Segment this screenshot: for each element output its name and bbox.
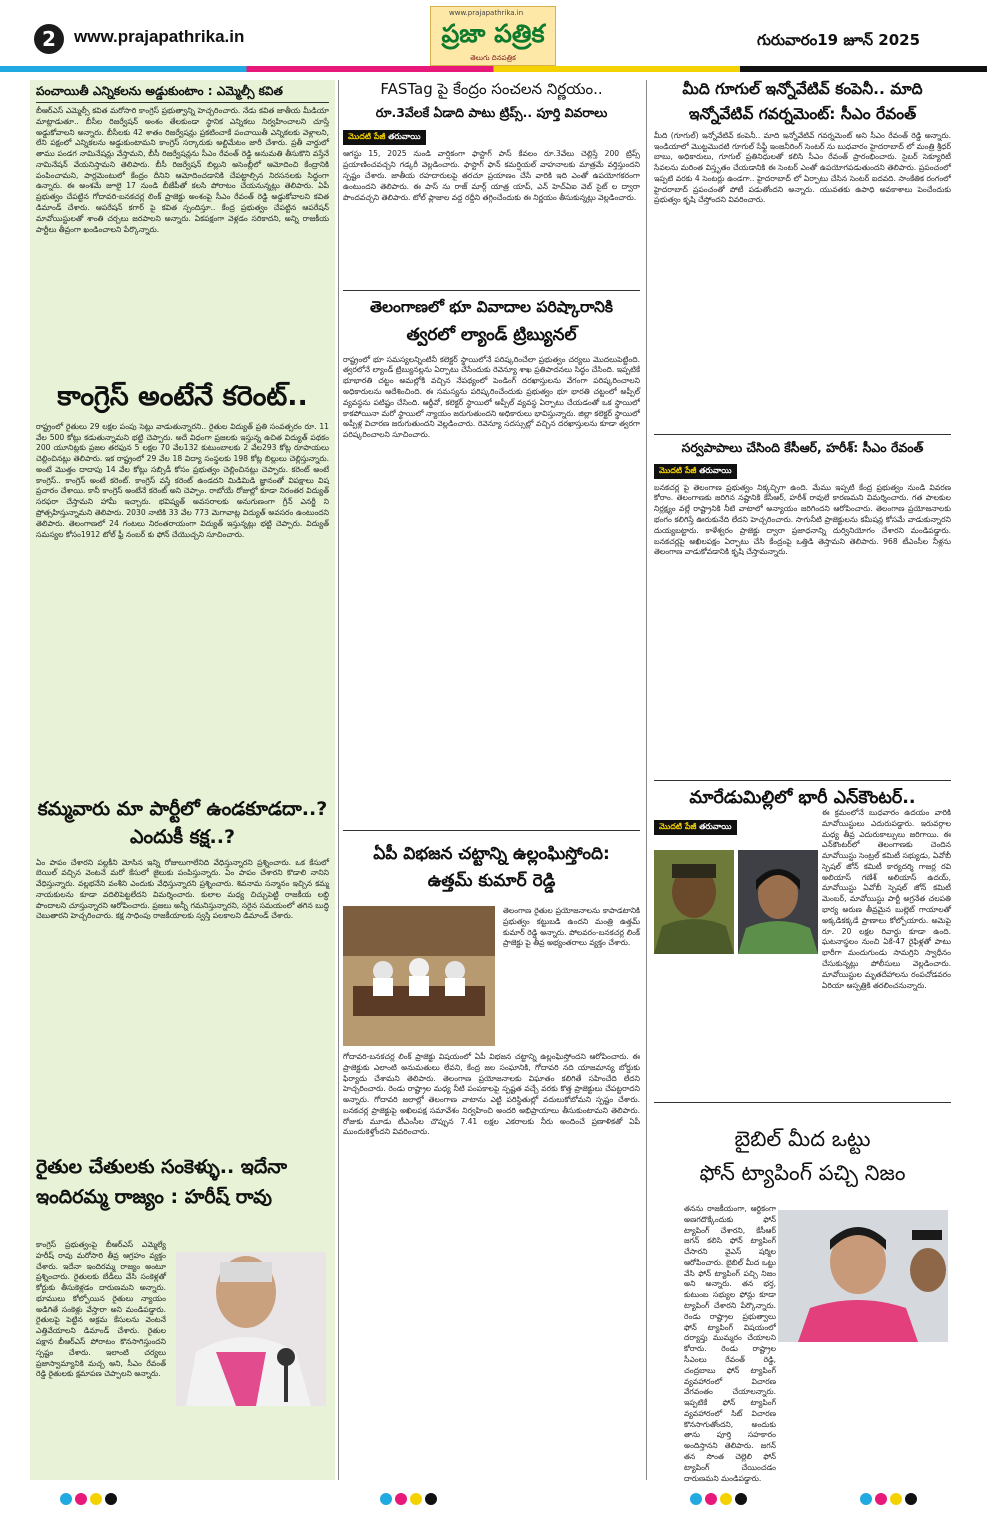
headline: కాంగ్రెస్ అంటేనే కరెంట్.. — [57, 381, 308, 412]
headline: ఏపీ విభజన చట్టాన్ని ఉల్లంఘిస్తోంది: — [373, 844, 610, 864]
article-body: కాంగ్రెస్ ప్రభుత్వంపై బీఆర్ఎస్ ఎమ్మెల్యే హరీష్ రావు మరోసారి తీవ్ర ఆగ్రహం వ్యక్తం చేశారు. ఇదేనా ఇందిరమ్మ రాజ్యం అంటూ ప్రశ్నించారు. రైతులకు బేడీలు వేసి సంకెళ్లతో కోర్టుకు తీసుకెళ్లడం దారుణమని అన్నారు. భూములు కోల్పోయిన రైతులు న్యాయం అడిగితే సంకెళ్లు వేస్తారా అని మండిపడ్డారు. రైతులపై పెట్టిన అక్రమ కేసులను వెంటనే ఎత్తివేయాలని డిమాండ్ చేశారు. రైతుల పక్షాన బీఆర్ఎస్ పోరాటం కొనసాగిస్తుందని స్పష్టం చేశారు. ఇలాంటి చర్యలు ప్రజాస్వామ్యానికి మచ్చ అని, సీఎం రేవంత్ రెడ్డి రైతులకు క్షమాపణ చెప్పాలని అన్నారు. — [36, 1240, 166, 1379]
masthead-url: www.prajapathrika.in — [449, 9, 524, 17]
headline: కమ్మవారు మా పార్టీలో ఉండకూడదా..? — [37, 798, 328, 820]
headline-sub: ఇందిరమ్మ రాజ్యం : హరీష్ రావు — [36, 1185, 272, 1208]
badge-label: మొదటి పేజీ — [348, 132, 386, 142]
article-encounter — [654, 788, 951, 990]
headline: పంచాయితీ ఎన్నికలను అడ్డుకుంటాం : ఎమ్మెల్సీ కవిత — [36, 84, 283, 98]
page-number: 2 — [34, 24, 64, 54]
article-body: తనను రాజకీయంగా, ఆర్థికంగా అణగదొక్కేందుకు ఫోన్ ట్యాపింగ్ చేశారని, కేసీఆర్ జగన్ కలిసి ఫోన్ ట్యాపింగ్ చేసారని వైఎస్ షర్మిల ఆరోపించారు. బైబిల్ మీద ఒట్టు వేసి ఫోన్ ట్యాపింగ్ పచ్చి నిజం అని అన్నారు. తన భర్త, కుటుంబ సభ్యుల ఫోన్లు కూడా ట్యాపింగ్ చేశారని పేర్కొన్నారు. రెండు రాష్ట్రాల ప్రభుత్వాలు ఫోన్ ట్యాపింగ్ విషయంలో దర్యాప్తు ముమ్మరం చేయాలని కోరారు. రెండు రాష్ట్రాల సీఎంలు రేవంత్ రెడ్డి, చంద్రబాబు ఫోన్ ట్యాపింగ్ వ్యవహారంలో విచారణ వేగవంతం చేయాలన్నారు. ఇప్పటికే ఫోన్ ట్యాపింగ్ వ్యవహారంలో సిట్ విచారణ కొనసాగుతోందని, అందుకు తాను పూర్తి సహకారం అందిస్తానని తెలిపారు. జగన్ తన సొంత చెల్లెలి ఫోన్ ట్యాపింగ్ చేయించడం దారుణమని మండిపడ్డారు. — [684, 1204, 776, 1483]
headline-sub: ఎందుకీ కక్ష..? — [130, 825, 235, 848]
article-body: రాష్ట్రంలో రైతులు 29 లక్షల పంపు సెట్లు వాడుతున్నారని.. రైతుల విద్యుత్ ప్రతి సంవత్సరం రూ. 11 వేల 500 కోట్లు కడుతున్నామని భట్టి చెప్పారు. అదే విధంగా ప్రజలకు ఇస్తున్న ఉచిత విద్యుత్ పథకం 200 యూనిట్లకు ప్రజల తరఫున 5 లక్షల 70 వేల132 కుటుంబాలకు 2 వేల293 కోట్ల రూపాయలు చెల్లించినట్లు తెలిపారు. ఇక రాష్ట్రంలో 29 వేల 18 విద్యా సంస్థలకు 198 కోట్ల బిల్లులు చెల్లిస్తున్నారు. అంటే మొత్తం దాదాపు 14 వేల కోట్లు సబ్సిడీ కోసం ప్రభుత్వం చెల్లించినట్లు చెప్పారు. కరెంట్ అంటే కాంగ్రెస్.. కాంగ్రెస్ అంటే కరెంట్. కాంగ్రెస్ వస్తే కరెంట్ ఉండదని మిడిమిడి జ్ఞానంతో విపక్షాలు విష ప్రచారం చేశాయి. కానీ కాంగ్రెస్ అంటేనే కరెంట్ అని చెప్పాం. రాబోయే రోజుల్లో కూడా నిరంతర విద్యుత్ సరఫరా చేస్తామని హామీ ఇచ్చారు. భవిష్యత్ అవసరాలకు అనుగుణంగా గ్రీన్ ఎనర్జీ ని ప్రోత్సహిస్తున్నామని తెలిపారు. 2030 నాటికి 33 వేల 773 మెగావాట్ల విద్యుత్ అవసరం ఉంటుందని తెలిపారు. తెలంగాణలో 24 గంటలు నిరంతరాయంగా విద్యుత్ ఇస్తున్నట్లు భట్టి చెప్పారు. విద్యుత్ సమస్యల కోసం1912 టోల్ ఫ్రీ నంబర్ కు ఫోన్ చేయొచ్చని సూచించారు. — [36, 421, 329, 539]
headline: FASTag పై కేంద్రం సంచలన నిర్ణయం.. — [380, 80, 603, 98]
site-url[interactable]: www.prajapathrika.in — [74, 27, 245, 46]
badge-label: మొదటి పేజీ — [659, 465, 697, 475]
continued-badge — [654, 464, 737, 479]
article-body: బనకచర్ల పై తెలంగాణ ప్రభుత్వం నిక్కచ్చిగా ఉంది. మేము ఇప్పటి కేంద్ర ప్రభుత్వం నుండి వివరణ కోరాం. తెలంగాణకు జరిగిన నష్టానికి కేసీఆర్, హరీశ్ రావులే కారణమని విమర్శించారు. గత పాలకుల నిర్లక్ష్యం వల్లే రాష్ట్రానికి నీటి వాటాలో అన్యాయం జరిగిందని ఆరోపించారు. తెలంగాణ ప్రయోజనాలకు భంగం కలిగిస్తే ఊరుకునేది లేదని హెచ్చరించారు. సాగునీటి ప్రాజెక్టులను కమీషన్ల కోసమే వాడుకున్నారని దుయ్యబట్టారు. కాళేశ్వరం ప్రాజెక్టు ద్వారా ప్రజాధనాన్ని దుర్వినియోగం చేశారని మండిపడ్డారు. బనకచర్లపై అఖిలపక్షం ఏర్పాటు చేసి కేంద్రంపై ఒత్తిడి తెస్తామని తెలిపారు. 968 టీఎంసీల నీళ్లను తెలంగాణ వాడుకోవడానికి కృషి చేస్తామన్నారు. — [654, 482, 951, 557]
badge-label-continued: తరువాయి — [699, 465, 732, 475]
headline-sub: ఉత్తమ్ కుమార్ రెడ్డి — [427, 871, 556, 892]
headline: తెలంగాణలో భూ వివాదాల పరిష్కారానికి — [369, 298, 614, 316]
headline: బైబిల్ మీద ఒట్టు — [734, 1127, 871, 1151]
harish-rao-photo — [176, 1252, 326, 1406]
badge-label-continued: తరువాయి — [388, 132, 421, 142]
headline-sub: రూ.3వేలకే ఏడాది పాటు ట్రిప్స్.. పూర్తి వివరాలు — [375, 104, 608, 120]
article-kavitha — [36, 84, 329, 382]
meeting-photo — [343, 906, 495, 1046]
article-revanth — [654, 440, 951, 783]
masthead-tagline: తెలుగు దినపత్రిక — [470, 54, 516, 62]
issue-date: గురువారం19 జూన్ 2025 — [757, 31, 921, 49]
article-body-side: తెలంగాణ రైతుల ప్రయోజనాలను కాపాడటానికి ప్రభుత్వం కట్టుబడి ఉందని మంత్రి ఉత్తమ్ కుమార్ రెడ్డి అన్నారు. పోలవరం-బనకచర్ల లింక్ ప్రాజెక్టు పై తీవ్ర అభ్యంతరాలు వ్యక్తం చేశారు. — [503, 906, 640, 948]
headline-sub: ఇన్నోవేటివ్ గవర్నమెంట్: సీఎం రేవంత్ — [688, 105, 917, 124]
column-left — [30, 80, 335, 1480]
masthead-name: ప్రజా పత్రిక — [441, 19, 545, 48]
article-body: ఏం పాపం చేశారని పల్లకీని మోసిన ఇన్ని రోజులుగాలేనిది వేధిస్తున్నారని ప్రశ్నించారు. ఒక కేసులో బెయిల్ వచ్చిన వెంటనే మరో కేసులో జైలుకు పంపిస్తున్నారు. ఏం పాపం చేశారని కొడాలి నానిని వేధిస్తున్నారు. వల్లభనేని వంశీని ఎందుకు వేధిస్తున్నారని ప్రశ్నించారు. శివనామ సన్మానం ఇచ్చిన కమ్మ నాయకులను కూడా వదిలిపెట్టలేదని విమర్శించారు. కులాల మధ్య చిచ్చుపెట్టి రాజకీయ లబ్ధి పొందాలని చూస్తున్నారని ఆరోపించారు. ప్రజలు అన్నీ గమనిస్తున్నారని, సరైన సమయంలో తగిన బుద్ధి చెబుతారని హెచ్చరించారు. కక్ష సాధింపు రాజకీయాలకు స్వస్తి పలకాలని డిమాండ్ చేశారు. — [36, 857, 329, 921]
article-congress-current — [36, 380, 329, 767]
column-divider — [646, 80, 647, 1480]
maoist-photo-2 — [738, 850, 818, 954]
continued-badge — [654, 820, 737, 835]
article-body: గోదావరి-బనకచర్ల లింక్ ప్రాజెక్టు విషయంలో ఏపీ విభజన చట్టాన్ని ఉల్లంఘిస్తోందని ఆరోపించారు. ఈ ప్రాజెక్టుకు ఎలాంటి అనుమతులు లేవని, కేంద్ర జల సంఘానికి, గోదావరి నది యాజమాన్య బోర్డుకు ఫిర్యాదు చేశామని తెలిపారు. తెలంగాణ ప్రయోజనాలకు విఘాతం కలిగితే సహించేది లేదని హెచ్చరించారు. రెండు రాష్ట్రాల మధ్య నీటి పంపకాలపై స్పష్టత వచ్చే వరకు కొత్త ప్రాజెక్టులు చేపట్టరాదని అన్నారు. గోదావరి జలాల్లో తెలంగాణ వాటాను ఎట్టి పరిస్థితుల్లో వదులుకోబోమని స్పష్టం చేశారు. బనకచర్ల ప్రాజెక్టుపై అఖిలపక్ష సమావేశం నిర్వహించి అందరి అభిప్రాయాలు తీసుకుంటామని తెలిపారు. రోజుకు మూడు టీఎంసీల చొప్పున 7.41 లక్షల ఎకరాలకు నీరు అందించే ప్రణాళికతో ఏపీ ముందుకెళ్తోందని వివరించారు. — [343, 1052, 640, 1137]
headline: సర్వపాపాలు చేసింది కేసీఆర్, హరీశ్: సీఎం రేవంత్ — [681, 440, 924, 455]
sharmila-photo — [778, 1210, 948, 1342]
headline: రైతుల చేతులకు సంకెళ్ళు.. ఇదేనా — [36, 1156, 288, 1178]
column-divider — [338, 80, 339, 1480]
masthead-logo — [430, 6, 556, 66]
headline: మీది గూగుల్ ఇన్నోవేటివ్ కంపెనీ.. మాది — [682, 80, 923, 98]
maoist-photo-1 — [654, 850, 734, 954]
headline-sub: త్వరలో ల్యాండ్ ట్రిబ్యునల్ — [406, 325, 577, 346]
page-header — [0, 0, 987, 72]
badge-label-continued: తరువాయి — [699, 822, 732, 831]
article-body: ఆగస్టు 15, 2025 నుండి వార్షికంగా ఫాస్టాగ్ పాస్ కేవలం రూ.3వేలు చెల్లిస్తే 200 ట్రిప్స్ ప్రయాణించవచ్చని గడ్కరీ వెల్లడించారు. ఫాస్టాగ్ ఫాన్ కమర్షియల్ వాహనాలకు మాత్రమే వర్తిస్తుందని స్పష్టం చేశారు. జాతీయ రహదారులపై తరచూ ప్రయాణం చేసే వారికి ఇది ఎంతో ఉపయోగకరంగా ఉంటుందని తెలిపారు. ఈ పాస్ ను రాజ్ మార్గ్ యాత్ర యాప్, ఎన్ హెచ్ఏఐ వెబ్ సైట్ ల ద్వారా పొందవచ్చని తెలిపారు. టోల్ ప్లాజాల వద్ద రద్దీని తగ్గించేందుకు ఈ నిర్ణయం తీసుకున్నట్లు వెల్లడించారు. — [343, 149, 640, 202]
print-register-marks — [380, 1490, 440, 1504]
headline-sub: ఫోన్ ట్యాపింగ్ పచ్చి నిజం — [699, 1161, 906, 1186]
article-body: బీఆర్ఎస్ ఎమ్మెల్సీ కవిత మరోసారి కాంగ్రెస్ ప్రభుత్వాన్ని హెచ్చరించారు. నేడు కవిత జాతీయ మీడియా మాట్లాడుతూ.. బీసీల రిజర్వేషన్ అంశం తేలకుండా స్థానిక ఎన్నికలు నిర్వహించాలని చూస్తే అడ్డుకోవాలని అన్నారు. బీసీలకు 42 శాతం రిజర్వేషన్లు ప్రకటించాకే పంచాయితీ ఎన్నికలకు వెళ్లాలని, లేని పక్షంలో ఎన్నికలను అడ్డుకుంటామని కాంగ్రెస్ సర్కారుకు అల్టిమేటం జారీ చేశారు. ప్రతీ వార్డులో తాము పండగ నామినేషన్లు వేస్తామని, బీసీ రిజర్వేషన్లను సీఎం రేవంత్ రెడ్డి అనుమతి తీసుకొని వస్తేనే నామినేషన్ వేయనిస్తామని తెలిపారు. బీసీ రిజర్వేషన్ బిల్లుని అసెంబ్లీలో ఆమోదించి కేంద్రానికి పంపించామని, పార్లమెంటులో కేంద్రం దీనిని ఆమోదించడానికి చేపట్టాల్సిన నిరసనలకు సిద్ధంగా ఉన్నారు. ఈ అంశమే జూలై 17 నుండి బీజేపీతో కలసి పోరాటం చేయనున్నట్లు తెలిపారు. ఏపీ ప్రభుత్వం చేపట్టిన గోదావరి-బనకచర్ల లింక్ ప్రాజెక్టు అంశంపై సీఎం రేవంత్ రెడ్డి అడ్డుకోవాలని కవిత డిమాండ్ చేశారు. ఆపరేషన్ కగార్ పై కవిత స్పందిస్తూ.. కేంద్ర ప్రభుత్వం చేపట్టిన ఆపరేషన్ మావోయిస్టులతో శాంతి చర్చలు జరపాలని అన్నారు. ఏకపక్షంగా వెళ్లడం సరికాదని, అన్ని రాజకీయ పార్టీలు తీవ్రంగా ఖండించాలని పేర్కొన్నారు. — [36, 106, 329, 234]
article-uttam — [343, 844, 640, 1137]
article-body: రాష్ట్రంలో భూ సమస్యలన్నింటినీ కలెక్టర్ స్థాయిలోనే పరిష్కరించేలా ప్రభుత్వం చర్యలు మొదలుపెట్టింది. త్వరలోనే ల్యాండ్ ట్రిబ్యునల్లను ఏర్పాటు చేసేందుకు రెవెన్యూ శాఖ ప్రతిపాదనలు సిద్ధం చేసింది. ఇప్పటికే భూభారతి చట్టం అమల్లోకి వచ్చిన నేపథ్యంలో పెండింగ్ దరఖాస్తులను వేగంగా పరిష్కరించాలని అధికారులను ఆదేశించింది. ఈ సమస్యను పరిష్కరించేందుకు ప్రభుత్వం భూ భారతి చట్టంలో అప్పీల్ వ్యవస్థను పటిష్టం చేసింది. ఆర్డీవో, కలెక్టర్ స్థాయిలో అప్పీల్ వ్యవస్థ ఏర్పాటు చేయడంతో ఒక స్థాయిలో కాకపోయినా మరో స్థాయిలో న్యాయం జరుగుతుందని అధికారులు భావిస్తున్నారు. జిల్లా కలెక్టర్ స్థాయిలో అప్పీళ్ల విచారణ జరుగుతుందని వెల్లడించారు. రెవెన్యూ సదస్సుల్లో వచ్చిన దరఖాస్తులను కూడా త్వరగా పరిష్కరించాలని సూచించారు. — [343, 354, 640, 440]
headline: మారేడుమిల్లిలో భారీ ఎన్‌కౌంటర్.. — [689, 788, 916, 808]
article-google — [654, 80, 951, 426]
print-register-marks — [690, 1490, 750, 1504]
article-harish — [36, 1156, 329, 1379]
badge-label: మొదటి పేజీ — [659, 822, 697, 831]
article-kamma — [36, 798, 329, 1156]
article-land-tribunal — [343, 298, 640, 800]
article-body: ఈ క్రమంలోనే బుధవారం ఉదయం వారికి మావోయిస్టులు ఎదురుపడ్డారు. ఇరువర్గాల మధ్య తీవ్ర ఎదురుకాల్పులు జరిగాయి. ఈ ఎన్‌కౌంటర్‌లో తెలంగాణకు చెందిన మావోయిస్టు సెంట్రల్ కమిటీ సభ్యుడు, ఏవోబీ స్పెషల్ జోన్ కమిటీ కార్యదర్శి గాజర్ల రవి అలియాస్ గణేశ్ అలియాస్ ఉదయ్, మావోయిస్టు ఏవోబీ స్పెషల్ జోన్ కమిటీ మెంబర్, మావోయిస్టు పార్టీ అగ్రనేత చలపతి భార్య అరుణ తీవ్రమైన బుల్లెట్ గాయాలతో అక్కడికక్కడే ప్రాణాలు కోల్పోయారు. అమెపై రూ. 20 లక్షల రివార్డు కూడా ఉంది. ఘటనాస్థలం నుంచి ఏకే-47 రైఫిళ్లతో పాటు భారీగా మందుగుండు సామగ్రిని స్వాధీనం చేసుకున్నట్లు పోలీసులు వెల్లడించారు. మావోయిస్టుల మృతదేహాలను రంపచోడవరం ఏరియా ఆస్పత్రికి తరలించనున్నారు. — [822, 808, 951, 990]
print-register-marks — [60, 1490, 120, 1504]
article-sharmila — [654, 1126, 951, 1483]
article-fastag — [343, 80, 640, 295]
continued-badge — [343, 130, 426, 145]
print-register-marks — [860, 1490, 920, 1504]
color-ribbon — [0, 66, 987, 72]
article-body: మీది (గూగుల్) ఇన్నోవేటివ్ కంపెనీ.. మాది ఇన్నోవేటివ్ గవర్నమెంట్ అని సీఎం రేవంత్ రెడ్డి అన్నారు. ఇండియాలో మొట్టమొదటి గూగుల్ సేఫ్టీ ఇంజనీరింగ్ సెంటర్ ను బుధవారం హైదరాబాద్ లో మంత్రి శ్రీధర్ బాబు, అధికారులు, గూగుల్ ప్రతినిధులతో కలిసి సీఎం రేవంత్ ప్రారంభించారు. సైబర్ సెక్యూరిటీ సేవలను మరింత విస్తృతం చేయడానికి ఈ సెంటర్ ఎంతో ఉపయోగపడుతుందని తెలిపారు. ప్రపంచంలో ఇప్పటి వరకు 4 సెంటర్లు ఉండగా.. హైదరాబాద్ లో ఏర్పాటు చేసిన సెంటర్ ఐదవది. సాంకేతిక రంగంలో హైదరాబాద్ ప్రపంచంతో పోటీ పడుతోందని అన్నారు. యువతకు ఉపాధి అవకాశాలు పెంచేందుకు ప్రభుత్వం కృషి చేస్తోందని వివరించారు. — [654, 130, 951, 205]
